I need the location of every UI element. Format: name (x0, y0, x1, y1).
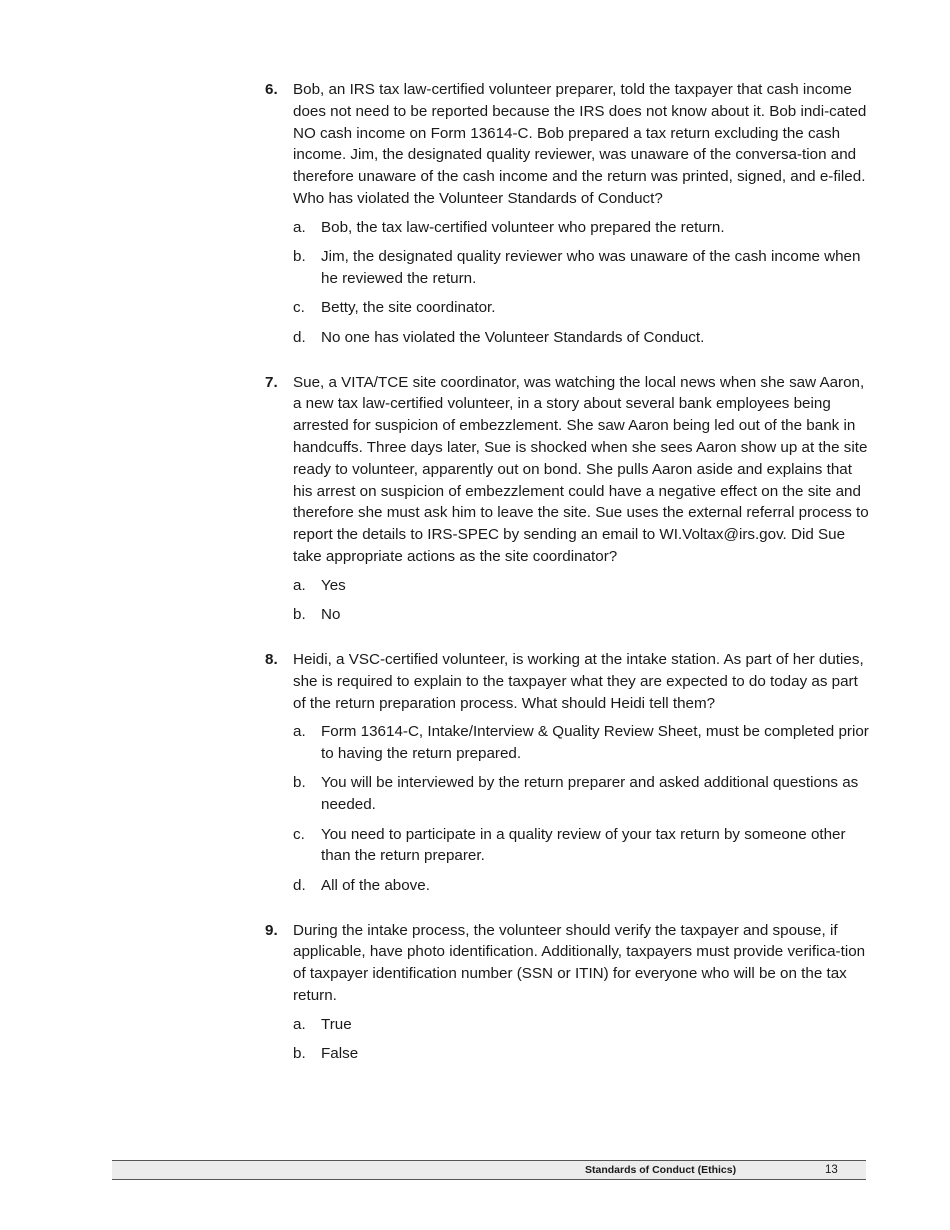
answer-option (293, 246, 870, 290)
question-number: 6. (265, 81, 278, 98)
question-number: 7. (265, 373, 278, 391)
option-text: Bob, the tax law-certified volunteer who prepared the return. (321, 218, 725, 236)
answer-option (293, 575, 870, 597)
option-letter: d. (293, 876, 306, 894)
option-text: You need to participate in a quality review of your tax return by someone other than the return preparer. (321, 825, 846, 865)
question-6 (265, 79, 870, 349)
answer-option (293, 1014, 870, 1036)
answer-option (293, 1043, 870, 1065)
question-number: 8. (265, 650, 278, 668)
option-text: No one has violated the Volunteer Standards of Conduct. (321, 328, 705, 346)
answer-option (293, 297, 870, 319)
question-text: Sue, a VITA/TCE site coordinator, was watching the local news when she saw Aaron, a new tax law-certified volunteer, in a story about several bank employees being arrested for suspicion of embezzlement. She saw Aaron being led out of the bank in handcuffs. Three days later, Sue is shocked when she sees Aaron show up at the site ready to volunteer, apparently out on bond. She pulls Aaron aside and explains that his arrest on suspicion of embezzlement could have a negative effect on the site and therefore she must ask him to leave the site. Sue uses the external referral process to report the details to IRS-SPEC by sending an email to WI.Voltax@irs.gov. Did Sue take appropriate actions as the site coordinator? (293, 373, 869, 565)
answer-option (293, 721, 870, 765)
answer-option (293, 327, 870, 349)
question-9 (265, 920, 870, 1065)
option-text: Form 13614-C, Intake/Interview & Quality Review Sheet, must be completed prior to having the return prepared. (321, 723, 869, 763)
question-text: Bob, an IRS tax law-certified volunteer preparer, told the taxpayer that cash income does not need to be reported because the IRS does not know about it. Bob indi-cated NO cash income on Form 13614-C. Bob prepared a tax return excluding the cash income. Jim, the designated quality reviewer, was unaware of the conversa-tion and therefore unaware of the cash income and the return was printed, signed, and e-filed. Who has violated the Volunteer Standards of Conduct? (293, 81, 867, 207)
question-8 (265, 649, 870, 897)
option-text: Yes (321, 576, 346, 594)
option-letter: c. (293, 299, 305, 317)
answer-option (293, 772, 870, 816)
page-number: 13 (825, 1164, 838, 1176)
option-letter: b. (293, 248, 306, 266)
option-letter: a. (293, 576, 306, 594)
answer-options (293, 1014, 870, 1065)
option-letter: b. (293, 606, 306, 624)
option-text: Betty, the site coordinator. (321, 299, 496, 317)
option-letter: c. (293, 825, 305, 843)
page-footer (112, 1160, 866, 1180)
question-text: Heidi, a VSC-certified volunteer, is working at the intake station. As part of her duties, she is required to explain to the taxpayer what they are expected to do today as part of the return preparation process. What should Heidi tell them? (293, 650, 864, 712)
option-letter: a. (293, 1015, 306, 1033)
answer-options (293, 217, 870, 349)
option-letter: a. (293, 218, 306, 236)
answer-option (293, 875, 870, 897)
option-text: No (321, 606, 341, 624)
answer-option (293, 217, 870, 239)
option-text: You will be interviewed by the return preparer and asked additional questions as needed. (321, 774, 859, 814)
option-text: True (321, 1015, 352, 1033)
question-number: 9. (265, 921, 278, 939)
option-letter: b. (293, 774, 306, 792)
option-letter: d. (293, 328, 306, 346)
option-text: All of the above. (321, 876, 430, 894)
footer-section-title: Standards of Conduct (Ethics) (585, 1164, 737, 1176)
answer-option (293, 604, 870, 626)
option-text: Jim, the designated quality reviewer who was unaware of the cash income when he reviewed the return. (321, 248, 861, 287)
answer-options (293, 721, 870, 896)
option-letter: b. (293, 1045, 306, 1063)
option-text: False (321, 1045, 359, 1063)
answer-options (293, 575, 870, 626)
question-list (265, 79, 870, 1088)
answer-option (293, 824, 870, 868)
option-letter: a. (293, 723, 306, 741)
question-7 (265, 372, 870, 626)
question-text: During the intake process, the volunteer should verify the taxpayer and spouse, if applicable, have photo identification. Additionally, taxpayers must provide verifica-tion of taxpayer identification number (SSN or ITIN) for everyone who will be on the tax return. (293, 921, 866, 1005)
